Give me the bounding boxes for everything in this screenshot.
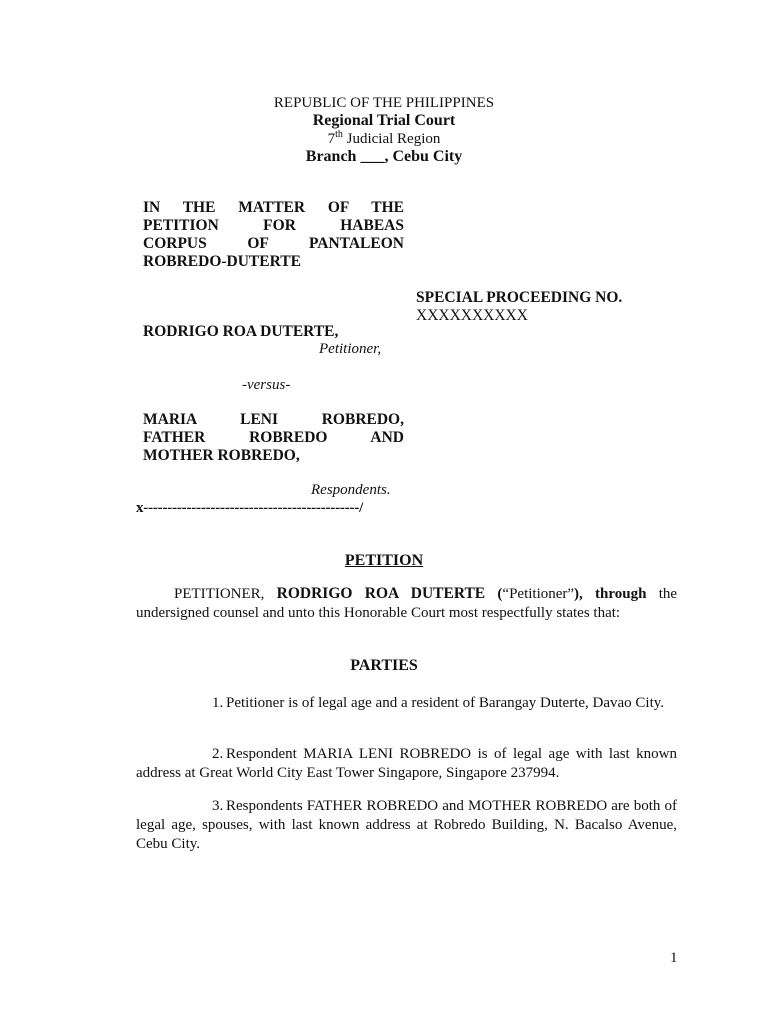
respondent-line: FATHER ROBREDO AND bbox=[143, 429, 404, 446]
versus: -versus- bbox=[242, 377, 291, 393]
respondent-line: MARIA LENI ROBREDO, bbox=[143, 411, 404, 428]
respondents bbox=[143, 411, 404, 465]
special-proceeding-number: XXXXXXXXXX bbox=[416, 307, 528, 324]
party-item: 3. Respondents FATHER ROBREDO and MOTHER ROBREDO are both of legal age, spouses, with last known address at Robredo Building, N. Bacalso Avenue, Cebu City. bbox=[136, 798, 677, 852]
caption-separator: x---------------------------------------------/ bbox=[136, 500, 364, 516]
matter-line: CORPUS OF PANTALEON bbox=[143, 235, 404, 252]
republic-line: REPUBLIC OF THE PHILIPPINES bbox=[273, 95, 495, 111]
intro-paragraph: PETITIONER, RODRIGO ROA DUTERTE (“Petitioner”), through the undersigned counsel and unto this Honorable Court most respectfully states that: bbox=[136, 585, 678, 621]
item-number: 3. bbox=[212, 798, 224, 814]
case-matter bbox=[143, 199, 404, 271]
matter-line: ROBREDO-DUTERTE bbox=[143, 253, 301, 270]
court-header bbox=[0, 94, 768, 166]
page-number: 1 bbox=[670, 950, 678, 966]
parties-title: PARTIES bbox=[350, 657, 418, 674]
matter-line: PETITION FOR HABEAS bbox=[143, 217, 404, 234]
petition-title: PETITION bbox=[344, 552, 424, 569]
petitioner-bold-name: RODRIGO ROA DUTERTE bbox=[276, 585, 486, 602]
petitioner-role: Petitioner, bbox=[319, 341, 382, 357]
special-proceeding-label: SPECIAL PROCEEDING NO. bbox=[416, 289, 623, 306]
respondent-line: MOTHER ROBREDO, bbox=[143, 447, 300, 464]
party-item: 2. Respondent MARIA LENI ROBREDO is of legal age with last known address at Great World City East Tower Singapore, Singapore 237994. bbox=[136, 746, 677, 781]
party-item: 1. Petitioner is of legal age and a resident of Barangay Duterte, Davao City. bbox=[136, 694, 677, 713]
judicial-region: 7th Judicial Region bbox=[327, 129, 441, 147]
petitioner-name: RODRIGO ROA DUTERTE, bbox=[143, 323, 339, 340]
branch-line: Branch ___, Cebu City bbox=[305, 148, 463, 165]
respondents-role: Respondents. bbox=[311, 482, 391, 498]
item-number: 2. bbox=[212, 746, 224, 762]
item-number: 1. bbox=[212, 695, 224, 711]
matter-line: IN THE MATTER OF THE bbox=[143, 199, 404, 216]
special-proceeding bbox=[416, 289, 656, 325]
court-name: Regional Trial Court bbox=[312, 112, 456, 129]
